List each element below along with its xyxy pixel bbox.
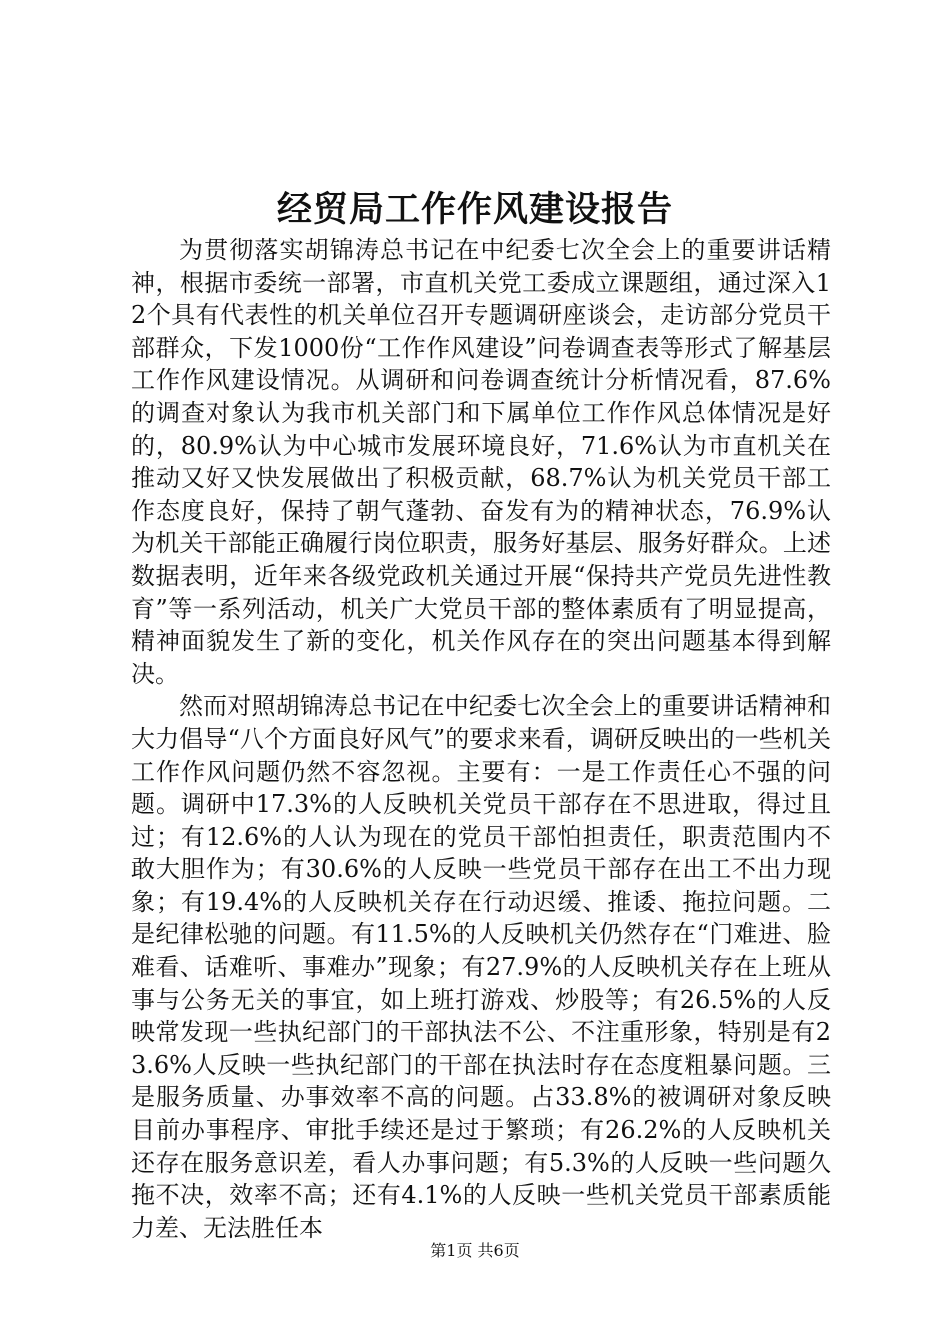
document-title: 经贸局工作作风建设报告	[276, 189, 673, 230]
paragraph-2: 然而对照胡锦涛总书记在中纪委七次全会上的重要讲话精神和大力倡导“八个方面良好风气”的要求来看，调研反映出的一些机关工作作风问题仍然不容忽视。主要有：一是工作责任心不强的问题。调研中17.3%的人反映机关党员干部存在不思进取，得过且过；有12.6%的人认为现在的党员干部怕担责任，职责范围内不敢大胆作为；有30.6%的人反映一些党员干部存在出工不出力现象；有19.4%的人反映机关存在行动迟缓、推诿、拖拉问题。二是纪律松驰的问题。有11.5%的人反映机关仍然存在“门难进、脸难看、话难听、事难办”现象；有27.9%的人反映机关存在上班从事与公务无关的事宜，如上班打游戏、炒股等；有26.5%的人反映常发现一些执纪部门的干部执法不公、不注重形象，特别是有23.6%人反映一些执纪部门的干部在执法时存在态度粗暴问题。三是服务质量、办事效率不高的问题。占33.8%的被调研对象反映目前办事程序、审批手续还是过于繁琐；有26.2%的人反映机关还存在服务意识差，看人办事问题；有5.3%的人反映一些问题久拖不决，效率不高；还有4.1%的人反映一些机关党员干部素质能力差、无法胜任本	[131, 692, 831, 1242]
document-body	[131, 234, 831, 1244]
paragraph-1: 为贯彻落实胡锦涛总书记在中纪委七次全会上的重要讲话精神，根据市委统一部署，市直机关党工委成立课题组，通过深入12个具有代表性的机关单位召开专题调研座谈会，走访部分党员干部群众，下发1000份“工作作风建设”问卷调查表等形式了解基层工作作风建设情况。从调研和问卷调查统计分析情况看，87.6%的调查对象认为我市机关部门和下属单位工作作风总体情况是好的，80.9%认为中心城市发展环境良好，71.6%认为市直机关在推动又好又快发展做出了积极贡献，68.7%认为机关党员干部工作态度良好，保持了朝气蓬勃、奋发有为的精神状态，76.9%认为机关干部能正确履行岗位职责，服务好基层、服务好群众。上述数据表明，近年来各级党政机关通过开展“保持共产党员先进性教育”等一系列活动，机关广大党员干部的整体素质有了明显提高，精神面貌发生了新的变化，机关作风存在的突出问题基本得到解决。	[131, 236, 831, 688]
page-footer: 第1页 共6页	[430, 1241, 520, 1260]
